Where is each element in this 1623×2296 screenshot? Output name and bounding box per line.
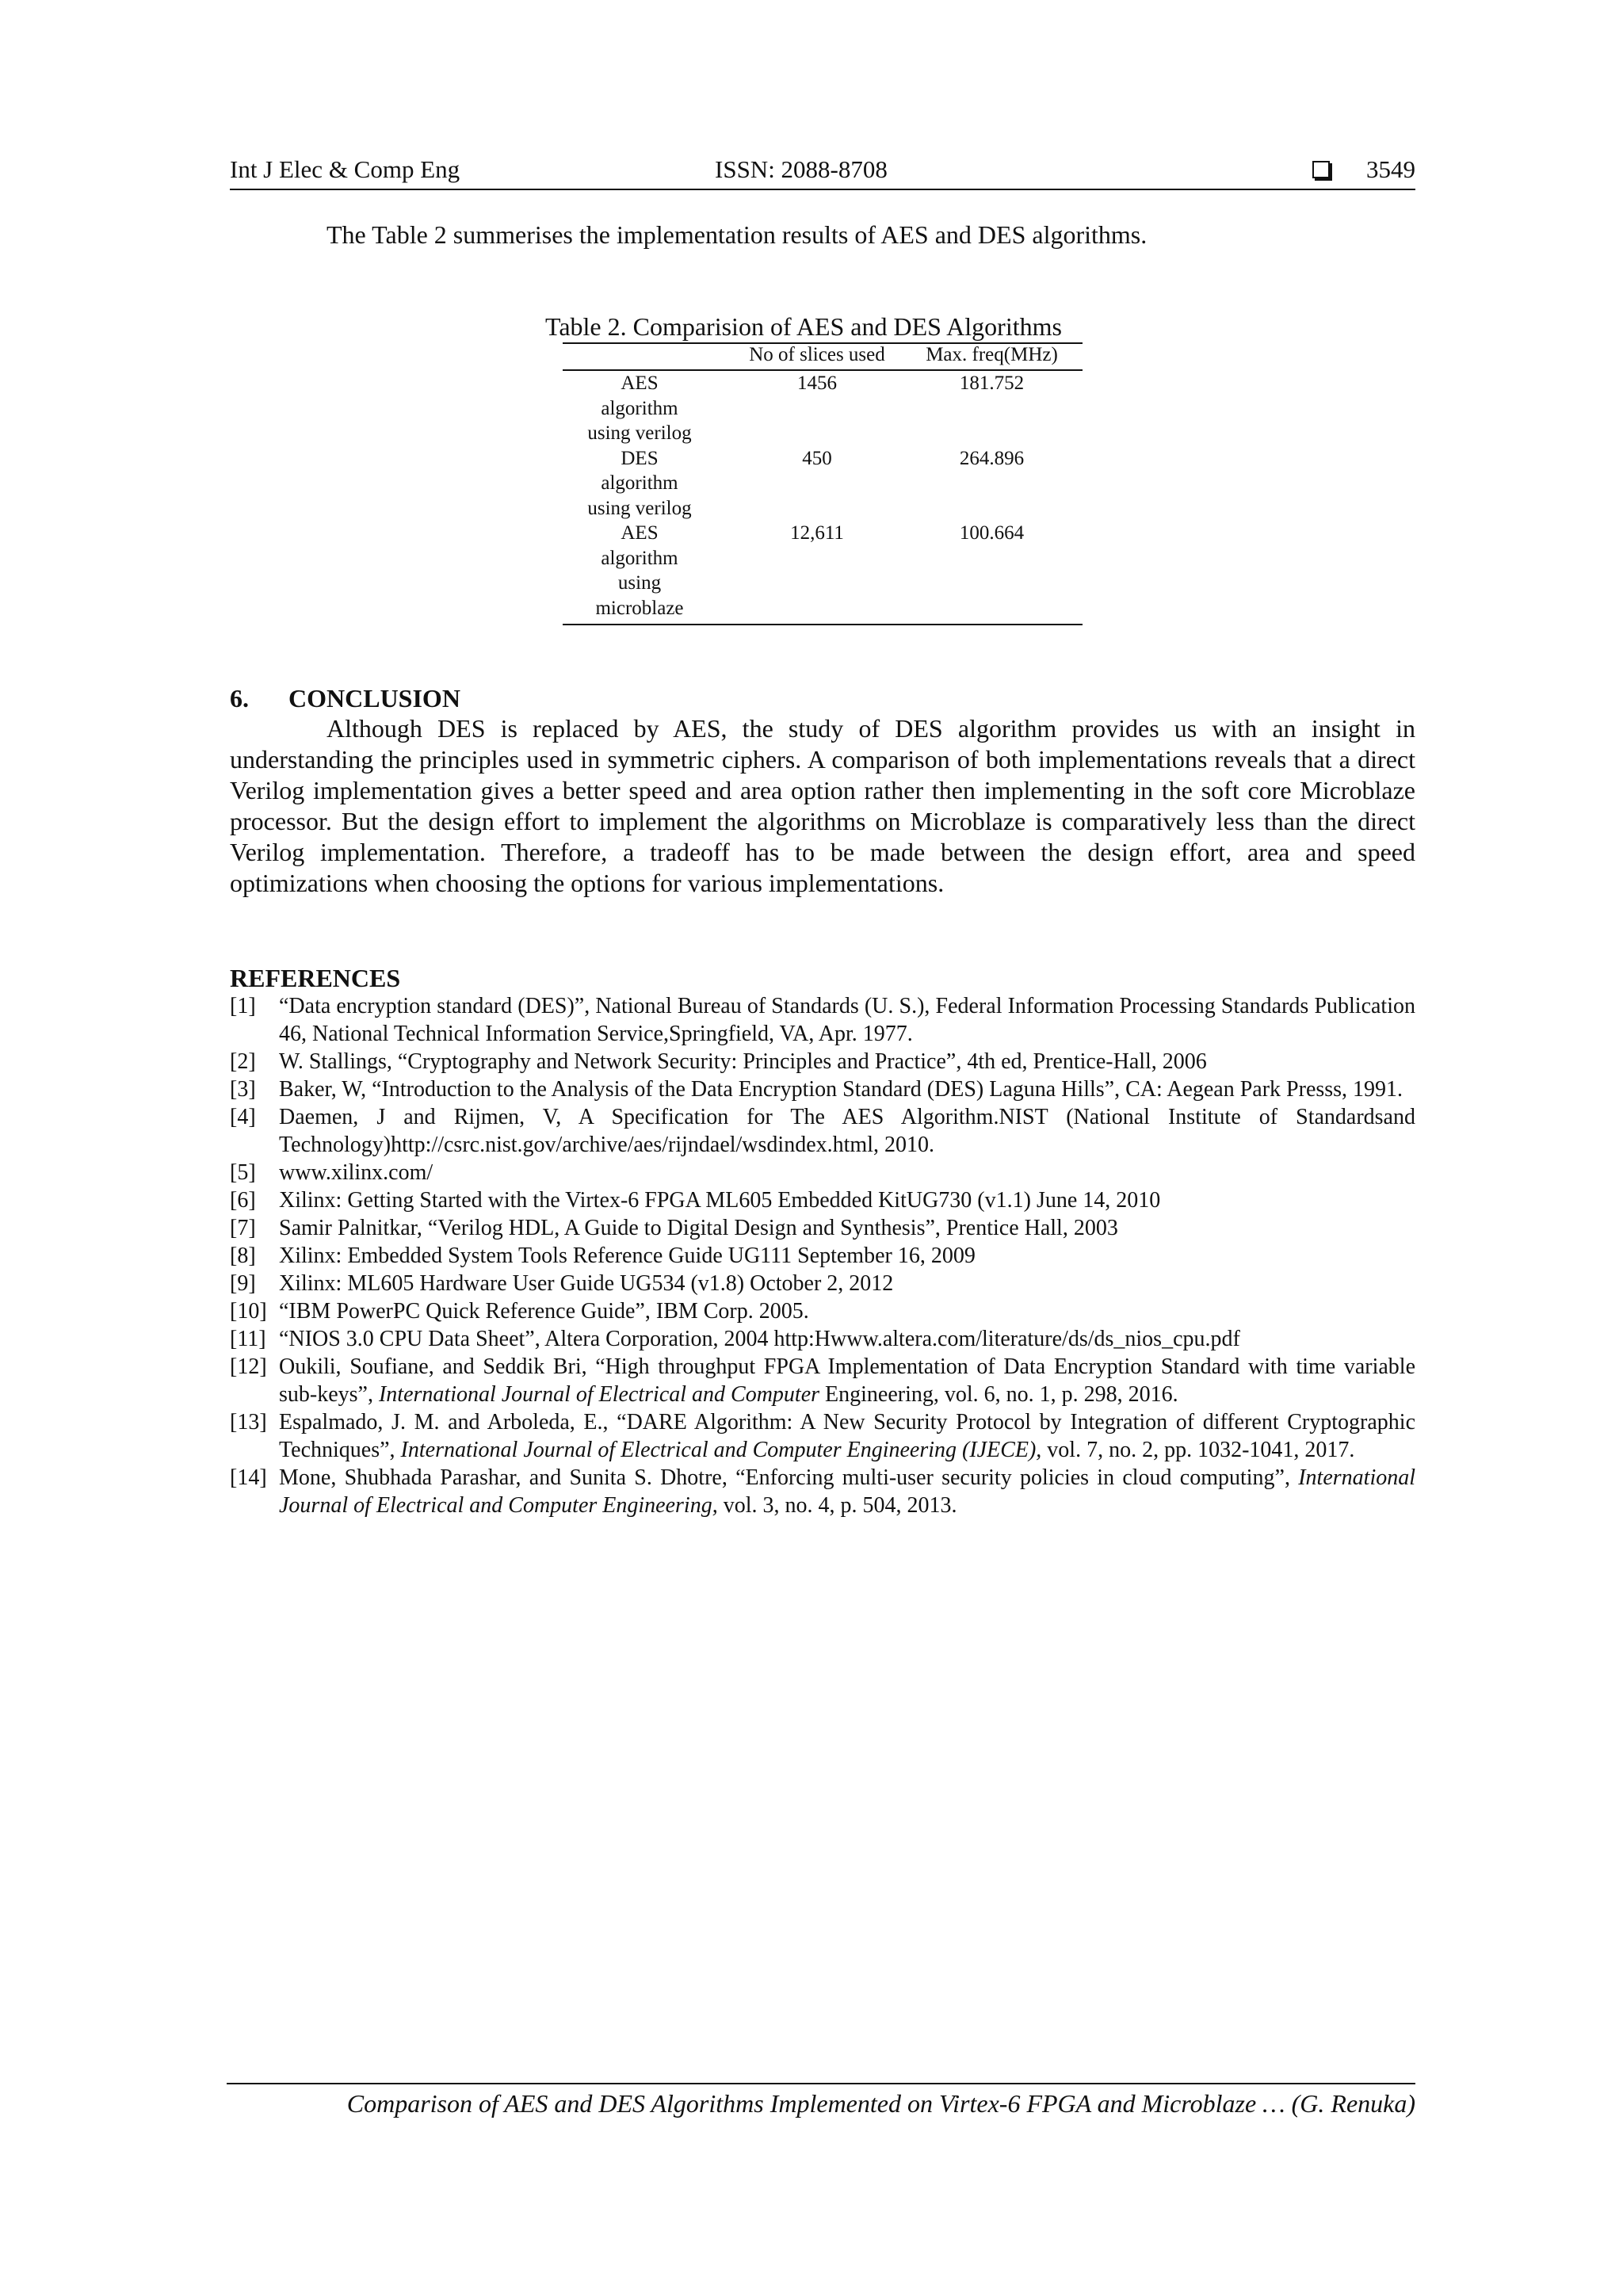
column-header-slices: No of slices used xyxy=(749,344,885,365)
reference-details: vol. 7, no. 2, pp. 1032-1041, 2017. xyxy=(1041,1438,1355,1462)
running-footer: Comparison of AES and DES Algorithms Implemented on Virtex-6 FPGA and Microblaze … (G. Renuka) xyxy=(346,2089,1415,2118)
cell-freq: 181.752 xyxy=(959,372,1025,394)
reference-text: “Data encryption standard (DES)”, National Bureau of Standards (U. S.), Federal Information Processing Standards Publication 46, National Technical Information Service,Springfield, VA, Apr. 1977. xyxy=(279,994,1415,1046)
table-row xyxy=(563,521,1083,621)
reference-number: [5] xyxy=(230,1160,256,1185)
reference-item xyxy=(230,1353,1415,1408)
reference-details: vol. 3, no. 4, p. 504, 2013. xyxy=(717,1493,957,1518)
row-label xyxy=(563,371,716,446)
reference-text: Baker, W, “Introduction to the Analysis of the Data Encryption Standard (DES) Laguna Hills”, CA: Aegean Park Presss, 1991. xyxy=(279,1077,1403,1102)
page-number: 3549 xyxy=(1366,155,1415,183)
table-bottom-rule xyxy=(563,624,1083,625)
reference-text: Xilinx: Getting Started with the Virtex-6 FPGA ML605 Embedded KitUG730 (v1.1) June 14, 2010 xyxy=(279,1188,1161,1213)
row-label-line: algorithm xyxy=(601,397,678,419)
reference-item xyxy=(230,1464,1415,1519)
cell-freq: 264.896 xyxy=(959,447,1025,469)
column-header-freq: Max. freq(MHz) xyxy=(926,344,1058,365)
reference-text: “IBM PowerPC Quick Reference Guide”, IBM Corp. 2005. xyxy=(279,1299,809,1324)
table-caption: Table 2. Comparision of AES and DES Algorithms xyxy=(545,312,1062,341)
reference-journal: International Journal of Electrical and Computer Engineering, xyxy=(279,1465,1415,1518)
section-heading xyxy=(230,684,460,713)
reference-number: [11] xyxy=(230,1327,266,1351)
row-label-line: using verilog xyxy=(587,422,692,444)
reference-text: Espalmado, J. M. and Arboleda, E., “DARE Algorithm: A New Security Protocol by Integration of different Cryptographic Techniques”, xyxy=(279,1410,1415,1462)
reference-item xyxy=(230,1075,1415,1103)
reference-text: Oukili, Soufiane, and Seddik Bri, “High throughput FPGA Implementation of Data Encryption Standard with time variable sub-keys”, xyxy=(279,1354,1415,1407)
row-label xyxy=(563,446,716,521)
header-rule xyxy=(230,189,1415,190)
row-label-line: algorithm xyxy=(601,547,678,569)
reference-number: [9] xyxy=(230,1271,256,1296)
row-label-line: microblaze xyxy=(595,597,684,619)
reference-number: [7] xyxy=(230,1216,256,1240)
row-label-line: using verilog xyxy=(587,497,692,519)
conclusion-paragraph: Although DES is replaced by AES, the study of DES algorithm provides us with an insight in understanding the principles used in symmetric ciphers. A comparison of both implementations reveals that a direct Verilog implementation gives a better speed and area option rather then implementing in the soft core Microblaze processor. But the design effort to implement the algorithms on Microblaze is comparatively less than the direct Verilog implementation. Therefore, a tradeoff has to be made between the design effort, area and speed optimizations when choosing the options for various implementations. xyxy=(230,714,1415,897)
reference-number: [3] xyxy=(230,1077,256,1102)
reference-text: Xilinx: ML605 Hardware User Guide UG534 (v1.8) October 2, 2012 xyxy=(279,1271,894,1296)
reference-item xyxy=(230,1103,1415,1159)
reference-number: [14] xyxy=(230,1465,267,1490)
journal-name: Int J Elec & Comp Eng xyxy=(230,155,460,183)
table-header-row xyxy=(563,342,1083,369)
comparison-table xyxy=(563,342,1083,619)
reference-item xyxy=(230,1297,1415,1325)
reference-text: Mone, Shubhada Parashar, and Sunita S. Dhotre, “Enforcing multi-user security policies in cloud computing”, xyxy=(279,1465,1299,1490)
row-label-line: DES xyxy=(621,447,659,469)
cell-freq: 100.664 xyxy=(959,522,1025,544)
reference-text: Xilinx: Embedded System Tools Reference Guide UG111 September 16, 2009 xyxy=(279,1244,976,1268)
reference-item xyxy=(230,1186,1415,1214)
cell-slices: 12,611 xyxy=(790,522,844,544)
reference-number: [4] xyxy=(230,1105,256,1129)
reference-number: [8] xyxy=(230,1244,256,1268)
reference-item xyxy=(230,1214,1415,1242)
reference-item xyxy=(230,992,1415,1048)
row-label-line: using xyxy=(617,572,662,594)
reference-item xyxy=(230,1270,1415,1297)
reference-number: [1] xyxy=(230,994,256,1018)
table-body xyxy=(563,371,1083,621)
table-row xyxy=(563,446,1083,521)
reference-details: Engineering, vol. 6, no. 1, p. 298, 2016. xyxy=(819,1382,1178,1407)
reference-journal: International Journal of Electrical and Computer xyxy=(378,1382,820,1407)
row-label-line: AES xyxy=(621,372,659,394)
row-label-line: AES xyxy=(621,522,659,544)
reference-number: [12] xyxy=(230,1354,267,1379)
cell-slices: 1456 xyxy=(797,372,837,394)
intro-sentence: The Table 2 summerises the implementation results of AES and DES algorithms. xyxy=(327,220,1148,249)
reference-text: www.xilinx.com/ xyxy=(279,1160,433,1185)
reference-number: [6] xyxy=(230,1188,256,1213)
table-row xyxy=(563,371,1083,446)
section-number: 6. xyxy=(230,684,249,712)
reference-number: [10] xyxy=(230,1299,267,1324)
issn: ISSN: 2088-8708 xyxy=(715,155,888,183)
reference-journal: International Journal of Electrical and Computer Engineering (IJECE), xyxy=(400,1438,1042,1462)
square-box-icon xyxy=(1312,161,1330,178)
reference-item xyxy=(230,1242,1415,1270)
reference-number: [13] xyxy=(230,1410,267,1435)
reference-text: “NIOS 3.0 CPU Data Sheet”, Altera Corporation, 2004 http:Hwww.altera.com/literature/ds/ds_nios_cpu.pdf xyxy=(279,1327,1240,1351)
running-header xyxy=(230,155,1415,189)
cell-slices: 450 xyxy=(802,447,832,469)
footer-rule xyxy=(227,2083,1415,2084)
row-label xyxy=(563,521,716,621)
section-title: CONCLUSION xyxy=(288,684,460,712)
reference-number: [2] xyxy=(230,1049,256,1074)
reference-list xyxy=(230,992,1415,1519)
reference-text: W. Stallings, “Cryptography and Network Security: Principles and Practice”, 4th ed, Prentice-Hall, 2006 xyxy=(279,1049,1207,1074)
reference-item xyxy=(230,1048,1415,1075)
reference-item xyxy=(230,1159,1415,1186)
row-label-line: algorithm xyxy=(601,472,678,494)
reference-text: Samir Palnitkar, “Verilog HDL, A Guide to Digital Design and Synthesis”, Prentice Hall, 2003 xyxy=(279,1216,1118,1240)
reference-text: Daemen, J and Rijmen, V, A Specification for The AES Algorithm.NIST (National Institute of Standardsand Technology)http://csrc.nist.gov/archive/aes/rijndael/wsdindex.html, 2010. xyxy=(279,1105,1415,1157)
references-heading: REFERENCES xyxy=(230,964,401,992)
reference-item xyxy=(230,1325,1415,1353)
reference-item xyxy=(230,1408,1415,1464)
